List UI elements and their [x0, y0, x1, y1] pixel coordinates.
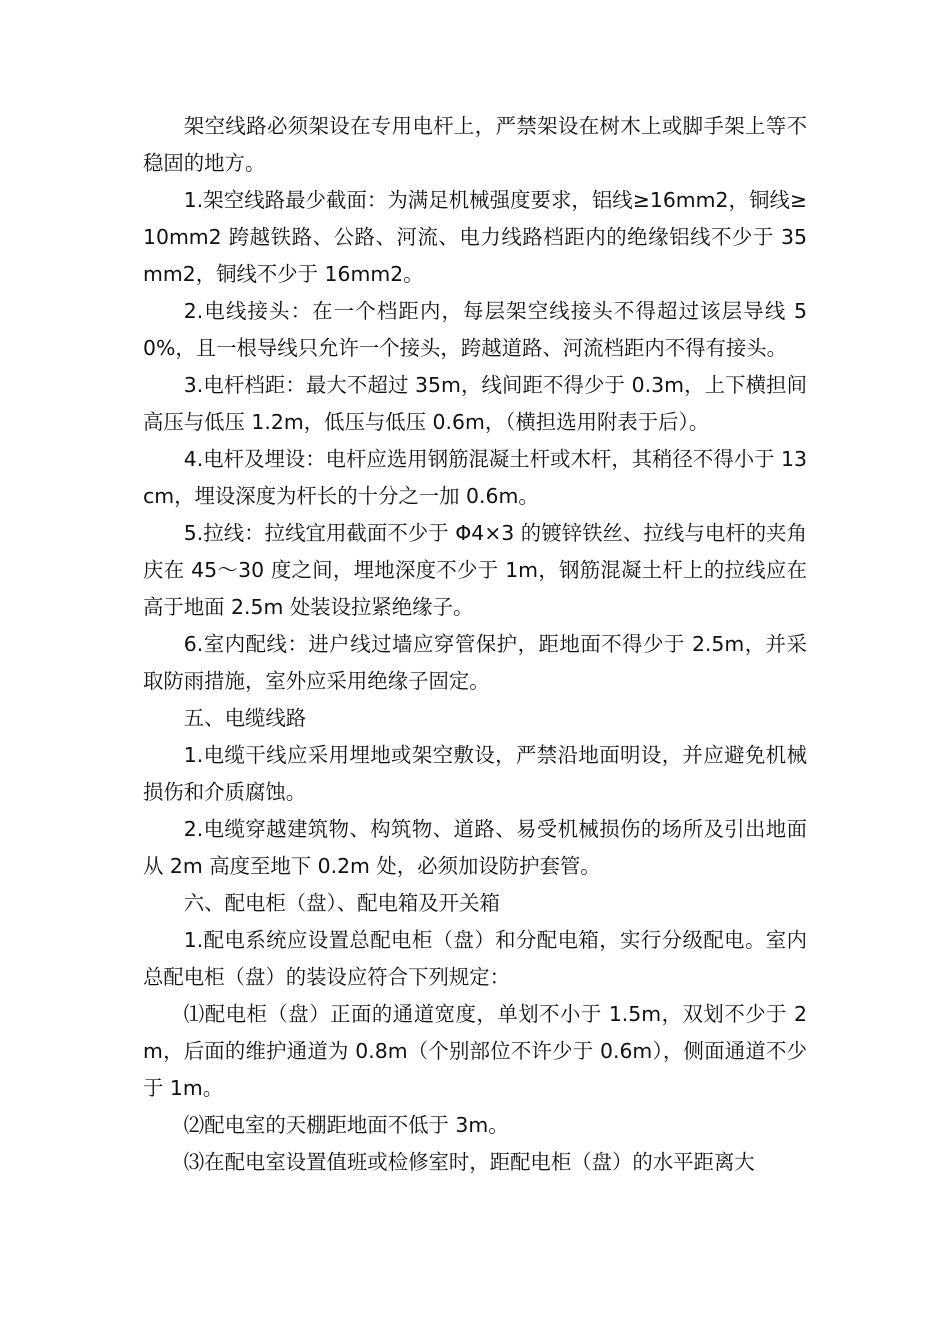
paragraph-rule-1-passage-width: ⑴配电柜（盘）正面的通道宽度，单划不小于 1.5m，双划不少于 2m，后面的维护通道为 0.8m（个别部位不许少于 0.6m），侧面通道不少于 1m。: [143, 1002, 807, 1100]
paragraph-guy-wire: 5.拉线：拉线宜用截面不少于 Φ4×3 的镀锌铁丝、拉线与电杆的夹角庆在 45～30 度之间，埋地深度不少于 1m，钢筋混凝土杆上的拉线应在高于地面 2.5m 处装设拉紧绝缘子。: [143, 521, 807, 619]
paragraph-wire-joint: 2.电线接头：在一个档距内，每层架空线接头不得超过该层导线 50%，且一根导线只允许一个接头，跨越道路、河流档距内不得有接头。: [143, 299, 807, 360]
paragraph-min-cross-section: 1.架空线路最少截面：为满足机械强度要求，铝线≥16mm2，铜线≥10mm2 跨越铁路、公路、河流、电力线路档距内的绝缘铝线不少于 35mm2，铜线不少于 16mm2。: [143, 188, 807, 286]
paragraph-pole-burying: 4.电杆及埋设：电杆应选用钢筋混凝土杆或木杆，其稍径不得小于 13cm，埋设深度为杆长的十分之一加 0.6m。: [143, 447, 807, 508]
paragraph-rule-2-ceiling-height: ⑵配电室的天棚距地面不低于 3m。: [183, 1113, 509, 1137]
document-body: [143, 108, 807, 1181]
paragraph-overhead-line-intro: 架空线路必须架设在专用电杆上，严禁架设在树木上或脚手架上等不稳固的地方。: [143, 114, 807, 175]
paragraph-cable-trunk: 1.电缆干线应采用埋地或架空敷设，严禁沿地面明设，并应避免机械损伤和介质腐蚀。: [143, 743, 807, 804]
paragraph-rule-3-duty-room: ⑶在配电室设置值班或检修室时，距配电柜（盘）的水平距离大: [183, 1150, 755, 1174]
paragraph-distribution-system: 1.配电系统应设置总配电柜（盘）和分配电箱，实行分级配电。室内总配电柜（盘）的装设应符合下列规定：: [143, 928, 807, 989]
paragraph-indoor-wiring: 6.室内配线：进户线过墙应穿管保护，距地面不得少于 2.5m，并采取防雨措施，室外应采用绝缘子固定。: [143, 632, 807, 693]
section-heading-cable-lines: 五、电缆线路: [183, 706, 307, 730]
paragraph-cable-crossing: 2.电缆穿越建筑物、构筑物、道路、易受机械损伤的场所及引出地面从 2m 高度至地下 0.2m 处，必须加设防护套管。: [143, 817, 807, 878]
section-heading-distribution-boxes: 六、配电柜（盘）、配电箱及开关箱: [183, 891, 500, 915]
paragraph-pole-span: 3.电杆档距：最大不超过 35m，线间距不得少于 0.3m，上下横担间高压与低压 1.2m，低压与低压 0.6m，（横担选用附表于后）。: [143, 373, 807, 434]
